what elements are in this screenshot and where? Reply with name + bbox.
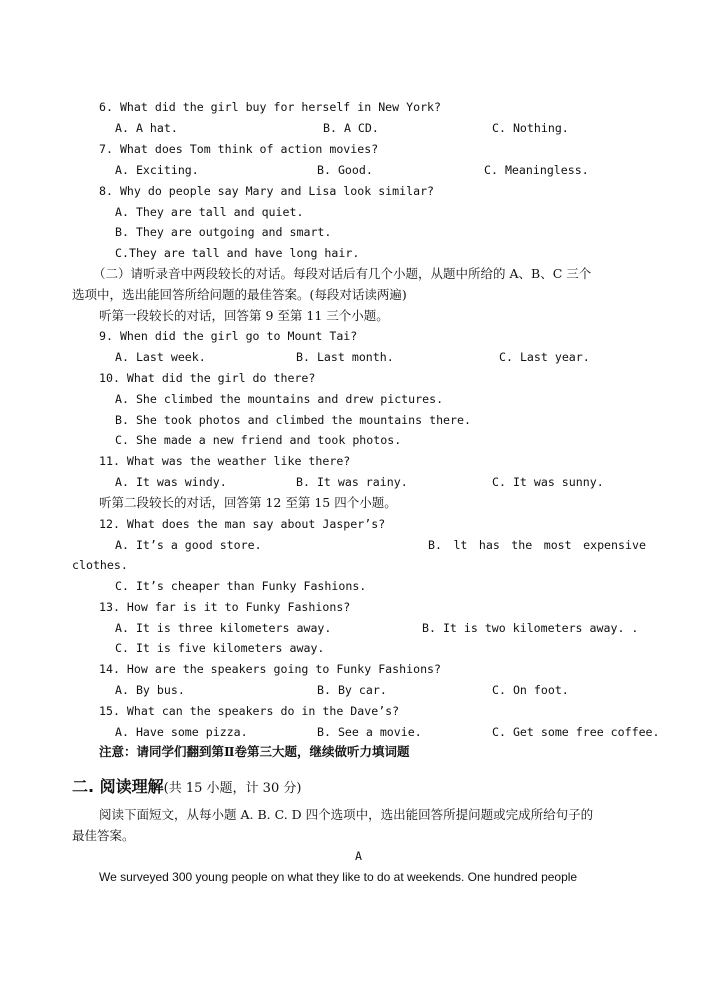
q7-option-c: C. Meaningless. <box>484 163 589 177</box>
question-14: 14. How are the speakers going to Funky Fashions? <box>99 662 442 676</box>
q12-option-a: A. It’s a good store. <box>115 538 262 552</box>
q12-option-b-word: expensive <box>583 538 646 552</box>
section-2-title <box>72 774 301 797</box>
question-12: 12. What does the man say about Jasper’s? <box>99 517 386 531</box>
question-8: 8. Why do people say Mary and Lisa look similar? <box>99 184 435 198</box>
q12-option-c: C. It’s cheaper than Funky Fashions. <box>115 579 367 593</box>
question-7: 7. What does Tom think of action movies? <box>99 142 379 156</box>
question-10: 10. What did the girl do there? <box>99 371 316 385</box>
question-13: 13. How far is it to Funky Fashions? <box>99 600 351 614</box>
q7-option-b: B. Good. <box>317 163 373 177</box>
passage-label: A <box>355 849 362 863</box>
q15-option-a: A. Have some pizza. <box>115 725 248 739</box>
second-dialogue-instruction: 听第二段较长的对话，回答第 12 至第 15 四个小题。 <box>99 495 397 510</box>
section-2-subtitle: (共 15 小题，计 30 分) <box>163 781 302 796</box>
q9-option-c: C. Last year. <box>499 350 590 364</box>
first-dialogue-instruction: 听第一段较长的对话，回答第 9 至第 11 三个小题。 <box>99 308 389 323</box>
q13-option-c: C. It is five kilometers away. <box>115 641 325 655</box>
q15-option-b: B. See a movie. <box>317 725 422 739</box>
question-9: 9. When did the girl go to Mount Tai? <box>99 329 358 343</box>
q8-option-a: A. They are tall and quiet. <box>115 205 304 219</box>
q6-option-a: A. A hat. <box>115 121 178 135</box>
section-2-instruction-line1: 阅读下面短文，从每小题 A. B. C. D 四个选项中，选出能回答所提问题或完成所给句子的 <box>99 807 594 822</box>
question-11: 11. What was the weather like there? <box>99 454 351 468</box>
q12-option-b-word: the <box>511 538 533 552</box>
q8-option-b: B. They are outgoing and smart. <box>115 225 332 239</box>
q10-option-b: B. She took photos and climbed the mountains there. <box>115 413 471 427</box>
q11-option-b: B. It was rainy. <box>296 475 408 489</box>
section-2-instruction-line2: 最佳答案。 <box>72 828 135 843</box>
q15-option-c: C. Get some free coffee. <box>492 725 660 739</box>
part2-instruction-line1: （二）请听录音中两段较长的对话。每段对话后有几个小题，从题中所给的 A、B、C 三个 <box>93 266 592 281</box>
q9-option-a: A. Last week. <box>115 350 206 364</box>
section-2-heading: 二. 阅读理解 <box>72 777 164 796</box>
q7-option-a: A. Exciting. <box>115 163 199 177</box>
q14-option-b: B. By car. <box>317 683 387 697</box>
q9-option-b: B. Last month. <box>296 350 394 364</box>
notice: 注意：请同学们翻到第Ⅱ卷第三大题，继续做听力填词题 <box>99 744 410 759</box>
q12-option-b <box>428 538 646 553</box>
q10-option-c: C. She made a new friend and took photos. <box>115 433 402 447</box>
q12-option-b-word: lt <box>453 538 468 552</box>
q10-option-a: A. She climbed the mountains and drew pictures. <box>115 392 444 406</box>
passage-line: We surveyed 300 young people on what they like to do at weekends. One hundred people <box>99 870 578 884</box>
q13-option-a: A. It is three kilometers away. <box>115 621 332 635</box>
q12-option-b-word: has <box>478 538 500 552</box>
q14-option-c: C. On foot. <box>492 683 569 697</box>
question-15: 15. What can the speakers do in the Dave’s? <box>99 704 400 718</box>
q8-option-c: C.They are tall and have long hair. <box>115 246 360 260</box>
q12-option-b-continuation: clothes. <box>72 558 128 572</box>
q14-option-a: A. By bus. <box>115 683 185 697</box>
question-6: 6. What did the girl buy for herself in New York? <box>99 100 442 114</box>
part2-instruction-line2: 选项中，选出能回答所给问题的最佳答案。(每段对话读两遍) <box>72 287 407 302</box>
q6-option-c: C. Nothing. <box>492 121 569 135</box>
q11-option-a: A. It was windy. <box>115 475 227 489</box>
q6-option-b: B. A CD. <box>323 121 379 135</box>
q12-option-b-word: most <box>543 538 572 552</box>
q12-option-b-word: B. <box>428 538 442 552</box>
q11-option-c: C. It was sunny. <box>492 475 604 489</box>
q13-option-b: B. It is two kilometers away. . <box>422 621 639 635</box>
